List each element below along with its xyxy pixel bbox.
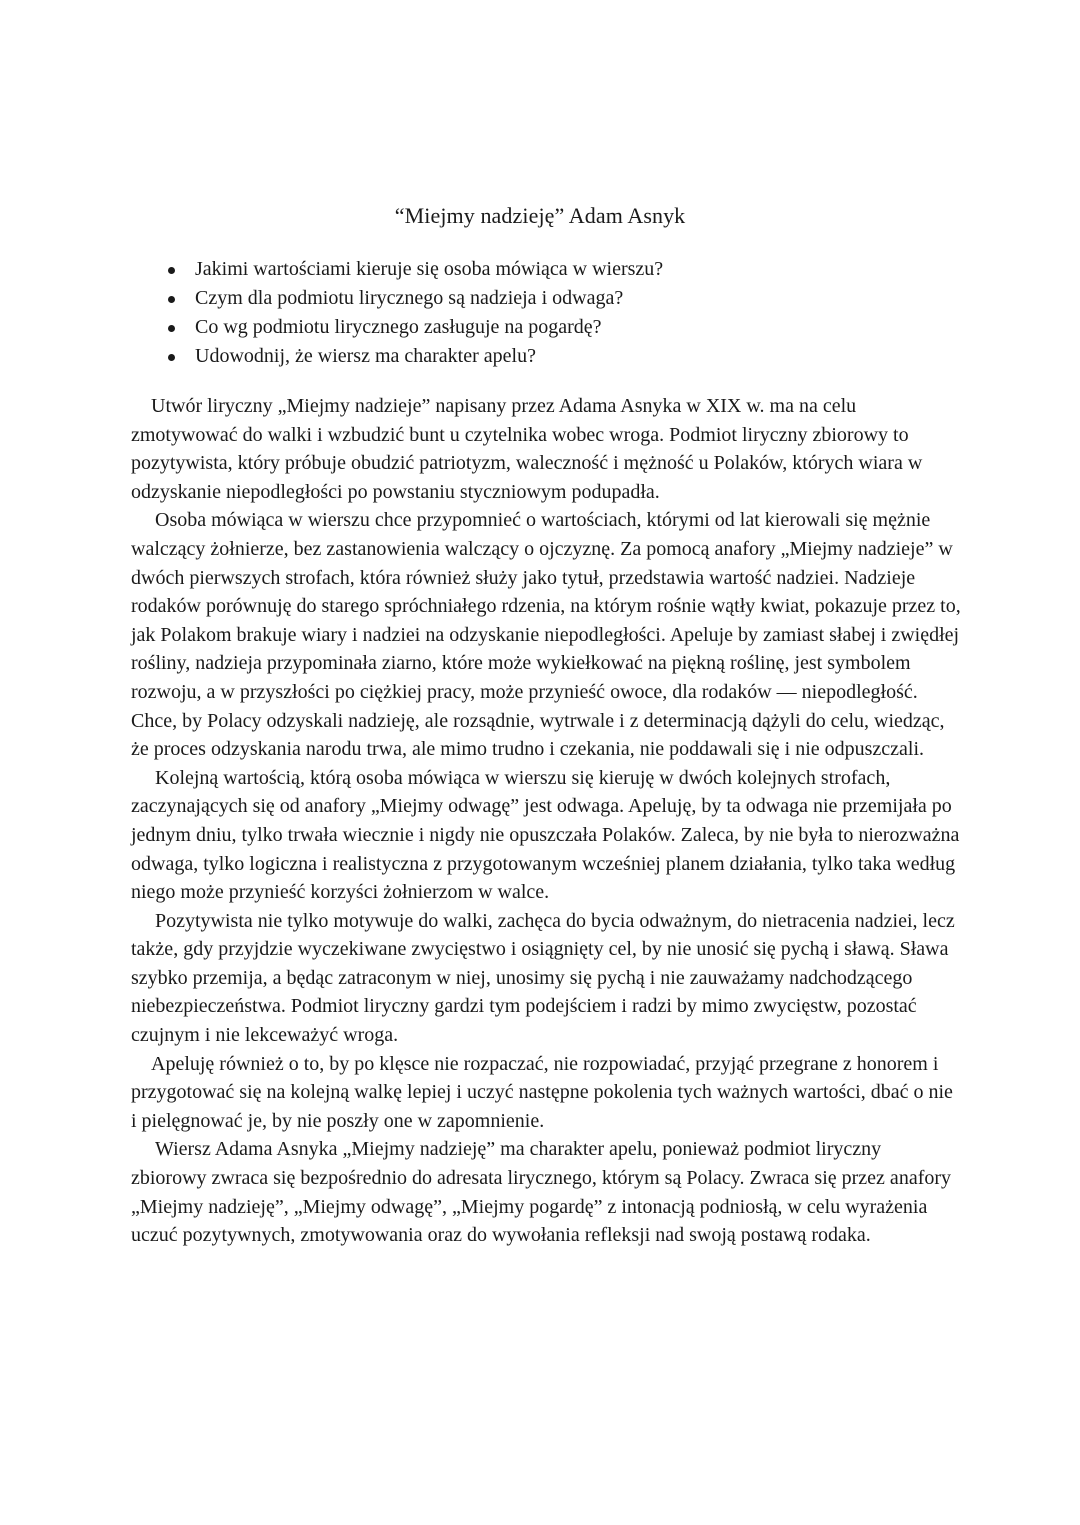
question-item (159, 342, 663, 371)
bullet-icon (168, 296, 175, 303)
paragraph-courage: Kolejną wartością, którą osoba mówiąca w wierszu się kieruję w dwóch kolejnych strofach, zaczynających się od anafory „Miejmy odwagę” jest odwaga. Apeluję, by ta odwaga nie przemijała po jednym dniu, tylko trwała wiecznie i nigdy nie opuszczała Polaków. Zaleca, by nie była to nierozważna odwaga, tylko logiczna i realistyczna z przygotowanym wcześniej planem działania, tylko taka według niego może przynieść korzyści żołnierzom w walce. (131, 766, 960, 904)
question-text: Udowodnij, że wiersz ma charakter apelu? (195, 345, 536, 367)
question-item (159, 255, 663, 284)
bullet-icon (168, 325, 175, 332)
question-text: Jakimi wartościami kieruje się osoba mówiąca w wierszu? (195, 258, 664, 280)
question-text: Co wg podmiotu lirycznego zasługuje na pogardę? (195, 316, 602, 338)
question-text: Czym dla podmiotu lirycznego są nadzieja i odwaga? (195, 287, 624, 309)
paragraph-pride: Pozytywista nie tylko motywuje do walki, zachęca do bycia odważnym, do nietracenia nadziei, lecz także, gdy przyjdzie wyczekiwane zwycięstwo i osiągnięty cel, by nie unosić się pychą i sławą. Sława szybko przemija, a będąc zatraconym w niej, unosimy się pychą i nie zauważamy nadchodzącego niebezpieczeństwa. Podmiot liryczny gardzi tym podejściem i radzi by mimo zwycięstw, pozostać czujnym i nie lekceważyć wroga. (131, 909, 955, 1047)
paragraph-hope: Osoba mówiąca w wierszu chce przypomnieć o wartościach, którymi od lat kierowali się mężnie walczący żołnierze, bez zastanowienia walczący o ojczyznę. Za pomocą anafory „Miejmy nadzieje” w dwóch pierwszych strofach, która również służy jako tytuł, przedstawia wartość nadziei. Nadzieje rodaków porównuję do starego spróchniałego rdzenia, na którym rośnie wątły kwiat, pokazuje przez to, jak Polakom brakuje wiary i nadziei na odzyskanie niepodległości. Apeluje by zamiast słabej i zwiędłej rośliny, nadzieja przypominała ziarno, które może wykiełkować na piękną roślinę, jest symbolem rozwoju, a w przyszłości po ciężkiej pracy, może przynieść owoce, dla rodaków — niepodległość. Chce, by Polacy odzyskali nadzieję, ale rozsądnie, wytrwale i z determinacją dążyli do celu, wiedząc, że proces odzyskania narodu trwa, ale mimo trudno i czekania, nie poddawali się i nie odpuszczali. (131, 509, 961, 761)
bullet-icon (168, 267, 175, 274)
paragraph-appeal: Wiersz Adama Asnyka „Miejmy nadzieję” ma charakter apelu, ponieważ podmiot liryczny zbiorowy zwraca się bezpośrednio do adresata lirycznego, którym są Polacy. Zwraca się przez anafory „Miejmy nadzieję”, „Miejmy odwagę”, „Miejmy pogardę” z intonacją podniosłą, w celu wyrażenia uczuć pozytywnych, zmotywowania oraz do wywołania refleksji nad swoją postawą rodaka. (131, 1138, 952, 1247)
essay-body (131, 392, 961, 1250)
question-item (159, 284, 663, 313)
document-title: “Miejmy nadzieję” Adam Asnyk (394, 203, 686, 228)
question-item (159, 313, 663, 342)
paragraph-intro: Utwór liryczny „Miejmy nadzieje” napisany przez Adama Asnyka w XIX w. ma na celu zmotywować do walki i wzbudzić bunt u czytelnika wobec wroga. Podmiot liryczny zbiorowy to pozytywista, który próbuje obudzić patriotyzm, waleczność i mężność u Polaków, których wiara w odzyskanie niepodległości po powstaniu styczniowym podupadła. (131, 395, 923, 503)
bullet-icon (168, 354, 175, 361)
paragraph-defeat: Apeluję również o to, by po klęsce nie rozpaczać, nie rozpowiadać, przyjąć przegrane z honorem i przygotować się na kolejną walkę lepiej i uczyć następne pokolenia tych ważnych wartości, dbać o nie i pielęgnować je, by nie poszły one w zapomnienie. (131, 1052, 953, 1132)
question-list (159, 255, 663, 371)
